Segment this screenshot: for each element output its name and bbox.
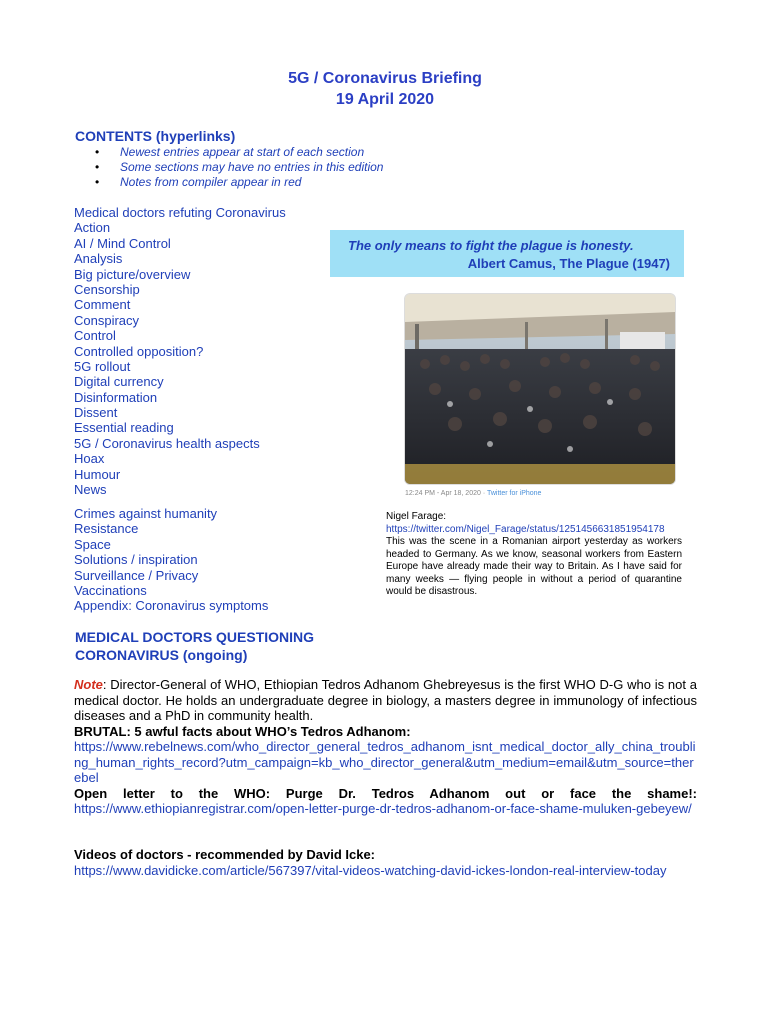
note-paragraph (74, 677, 697, 724)
toc-link[interactable]: Digital currency (74, 374, 164, 390)
section-heading-line2: CORONAVIRUS (ongoing) (75, 647, 248, 663)
quote-text: The only means to fight the plague is honesty. (348, 238, 634, 253)
tweet-time-text: 12:24 PM - Apr 18, 2020 · (405, 490, 487, 497)
item2-title: Open letter to the WHO: Purge Dr. Tedros Adhanom out or face the shame!: (74, 785, 697, 801)
toc-link[interactable]: Resistance (74, 521, 139, 537)
item1-title: BRUTAL: 5 awful facts about WHO’s Tedros Adhanom: (74, 723, 411, 739)
toc-link[interactable]: Essential reading (74, 420, 174, 436)
briefing-title: 5G / Coronavirus Briefing (288, 70, 482, 87)
toc-link[interactable]: Controlled opposition? (74, 343, 204, 359)
toc-link[interactable]: Analysis (74, 251, 123, 267)
toc-link[interactable]: Crimes against humanity (74, 506, 218, 521)
toc-link[interactable]: Big picture/overview (74, 266, 191, 282)
note-label: Note (74, 677, 103, 692)
note-item: • Some sections may have no entries in this edition (95, 160, 383, 175)
quote-attribution: Albert Camus, The Plague (1947) (467, 256, 670, 271)
toc-link[interactable]: Vaccinations (74, 582, 147, 598)
contents-notes-list (95, 145, 383, 190)
crowd-image (405, 294, 675, 484)
note-item: • Newest entries appear at start of each section (95, 145, 383, 160)
airport-crowd-photo (404, 293, 676, 485)
item3-link[interactable]: https://www.davidicke.com/article/567397/vital-videos-watching-david-ickes-london-real-interview-today (74, 862, 667, 878)
quote-box (330, 230, 684, 277)
note-item: • Notes from compiler appear in red (95, 175, 383, 190)
briefing-date: 19 April 2020 (335, 91, 435, 108)
videos-block (74, 847, 697, 878)
toc-link[interactable]: 5G / Coronavirus health aspects (74, 435, 260, 451)
toc-list-secondary (74, 506, 268, 614)
toc-link[interactable]: Action (74, 220, 111, 236)
toc-link[interactable]: Comment (74, 297, 131, 313)
caption-url-link[interactable]: https://twitter.com/Nigel_Farage/status/1251456631851954178 (386, 523, 665, 535)
toc-link[interactable]: Hoax (74, 451, 105, 467)
item1-link[interactable]: https://www.rebelnews.com/who_director_general_tedros_adhanom_isnt_medical_doctor_ally_china_troubling_human_rights_record?utm_campaign=kb_who_director_general&utm_medium=email&utm_source=therebel (74, 739, 696, 785)
item2-link[interactable]: https://www.ethiopianregistrar.com/open-letter-purge-dr-tedros-adhanom-or-face-shame-muluken-gebeyew/ (74, 801, 692, 816)
caption-author: Nigel Farage: (386, 511, 447, 522)
toc-link[interactable]: Appendix: Coronavirus symptoms (74, 598, 269, 614)
section-heading-line1: MEDICAL DOCTORS QUESTIONING (75, 629, 315, 645)
toc-list-primary (74, 205, 286, 497)
toc-link[interactable]: News (74, 482, 107, 498)
section-heading (75, 628, 314, 664)
toc-link[interactable]: Humour (74, 466, 121, 482)
toc-link[interactable]: Solutions / inspiration (74, 552, 198, 568)
toc-link[interactable]: Conspiracy (74, 312, 140, 328)
toc-link[interactable]: Dissent (74, 405, 118, 421)
section-body (74, 677, 697, 817)
toc-link[interactable]: Control (74, 328, 116, 344)
note-body: : Director-General of WHO, Ethiopian Tedros Adhanom Ghebreyesus is the first WHO D-G who is not a medical doctor. He holds an undergraduate degree in biology, a masters degree in immunology of infectious diseases and a PhD in community health. (74, 677, 697, 723)
tweet-timestamp (405, 490, 541, 497)
toc-link[interactable]: AI / Mind Control (74, 235, 171, 251)
tweet-source-link[interactable]: Twitter for iPhone (486, 490, 542, 497)
toc-link[interactable]: Surveillance / Privacy (74, 567, 199, 583)
toc-link[interactable]: Medical doctors refuting Coronavirus (74, 205, 286, 220)
contents-heading: CONTENTS (hyperlinks) (75, 128, 236, 144)
caption-text: This was the scene in a Romanian airport yesterday as workers headed to Germany. As we know, seasonal workers from Eastern Europe have already made their way to Britain. As I have said for many weeks — flying people in without a period of quarantine would be disastrous. (386, 536, 682, 597)
toc-link[interactable]: 5G rollout (74, 358, 131, 374)
toc-link[interactable]: Censorship (74, 281, 140, 297)
toc-link[interactable]: Disinformation (74, 389, 158, 405)
item3-title: Videos of doctors - recommended by David Icke: (74, 847, 376, 862)
toc-link[interactable]: Space (74, 536, 111, 552)
photo-caption (386, 511, 682, 599)
